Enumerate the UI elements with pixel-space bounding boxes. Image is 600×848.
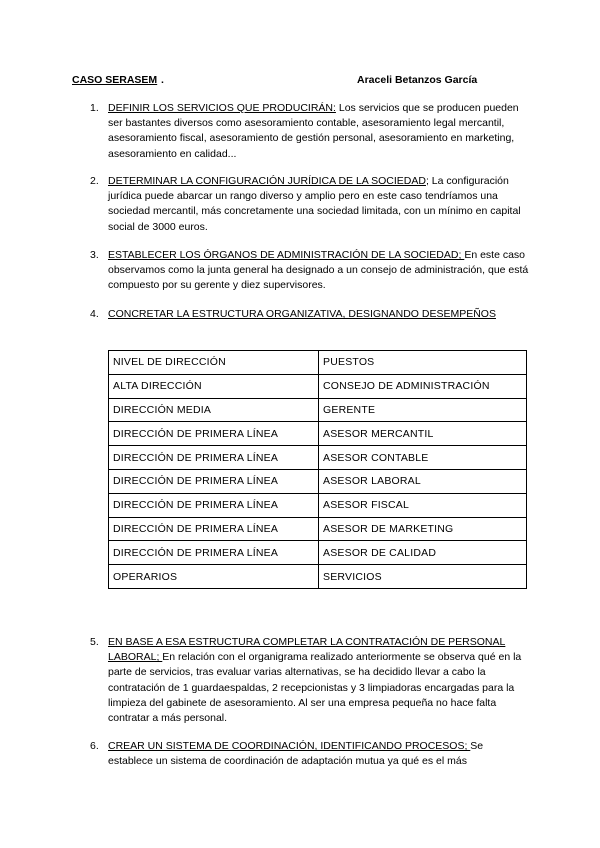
table-cell: PUESTOS [319, 351, 527, 375]
table-row [109, 469, 527, 493]
list-item [90, 101, 530, 162]
list-item-number: 5. [90, 636, 99, 648]
table-row [109, 565, 527, 589]
case-title: CASO SERASEM [72, 74, 158, 86]
list-item-number: 3. [90, 249, 99, 261]
list-item-text: Los servicios que se producen pueden ser bastantes diversos como asesoramiento contable, asesoramiento legal mercantil, asesoramiento fiscal, asesoramiento de gestión personal, asesoramiento en marketing, asesoramiento en calidad... [108, 102, 519, 160]
list-item-number: 2. [90, 175, 99, 187]
table-cell: ASESOR FISCAL [319, 493, 527, 517]
table-row [109, 446, 527, 470]
table-cell: NIVEL DE DIRECCIÓN [109, 351, 319, 375]
list-item-text: ; La configuración jurídica puede abarcar un rango diverso y amplio pero en este caso tendríamos una sociedad mercantil, más concretamente una sociedad limitada, con un mínimo en capital social de 3000 euros. [108, 175, 521, 233]
table-row [109, 422, 527, 446]
table-cell: ASESOR DE CALIDAD [319, 541, 527, 565]
author-name: Araceli Betanzos García [357, 74, 478, 86]
table-cell: SERVICIOS [319, 565, 527, 589]
table-cell: OPERARIOS [109, 565, 319, 589]
table-cell: ASESOR DE MARKETING [319, 517, 527, 541]
list-item [90, 635, 530, 726]
table-cell: ALTA DIRECCIÓN [109, 374, 319, 398]
list-item-text: Se establece un sistema de coordinación de adaptación mutua ya qué es el más [108, 740, 484, 768]
table-cell: ASESOR CONTABLE [319, 446, 527, 470]
list-item-heading: EN BASE A ESA ESTRUCTURA COMPLETAR LA CONTRATACIÓN DE PERSONAL LABORAL; [108, 636, 506, 664]
list-item-number: 6. [90, 740, 99, 752]
table-cell: ASESOR LABORAL [319, 469, 527, 493]
table-row [109, 541, 527, 565]
list-item-number: 1. [90, 102, 99, 114]
table-cell: DIRECCIÓN DE PRIMERA LÍNEA [109, 422, 319, 446]
list-item-heading: ESTABLECER LOS ÓRGANOS DE ADMINISTRACIÓN DE LA SOCIEDAD; [108, 249, 465, 261]
table-cell: GERENTE [319, 398, 527, 422]
list-item-text: En este caso observamos como la junta general ha designado a un consejo de administración, que está compuesto por su gerente y diez supervisores. [108, 249, 529, 292]
case-title-dot: . [161, 74, 164, 86]
list-item [90, 248, 530, 294]
list-item-heading: CREAR UN SISTEMA DE COORDINACIÓN, IDENTIFICANDO PROCESOS; [108, 740, 471, 752]
list-item-heading: DETERMINAR LA CONFIGURACIÓN JURÍDICA DE LA SOCIEDAD [108, 175, 426, 187]
list-item-heading: CONCRETAR LA ESTRUCTURA ORGANIZATIVA, DESIGNANDO DESEMPEÑOS [108, 308, 496, 320]
organization-table [108, 350, 527, 589]
table-cell: ASESOR MERCANTIL [319, 422, 527, 446]
table-row [109, 493, 527, 517]
table-row [109, 374, 527, 398]
table-row [109, 517, 527, 541]
table-cell: CONSEJO DE ADMINISTRACIÓN [319, 374, 527, 398]
table-cell: DIRECCIÓN MEDIA [109, 398, 319, 422]
table-cell: DIRECCIÓN DE PRIMERA LÍNEA [109, 469, 319, 493]
table-cell: DIRECCIÓN DE PRIMERA LÍNEA [109, 517, 319, 541]
list-item [90, 739, 530, 769]
list-item-text: En relación con el organigrama realizado anteriormente se observa qué en la parte de servicios, tras evaluar varias alternativas, se ha decidido llevar a cabo la contratación de 1 guardaespaldas, 2 recepcionistas y 3 limpiadoras encargadas para la limpieza del gabinete de asesoramiento. Al ser una empresa pequeña no hace falta contratar a más personal. [108, 651, 522, 725]
table-cell: DIRECCIÓN DE PRIMERA LÍNEA [109, 541, 319, 565]
table-row [109, 351, 527, 375]
list-item-heading: DEFINIR LOS SERVICIOS QUE PRODUCIRÁN: [108, 102, 336, 114]
table-row [109, 398, 527, 422]
table-cell: DIRECCIÓN DE PRIMERA LÍNEA [109, 493, 319, 517]
list-item [90, 307, 530, 322]
list-item-number: 4. [90, 308, 99, 320]
list-item [90, 174, 530, 235]
table-cell: DIRECCIÓN DE PRIMERA LÍNEA [109, 446, 319, 470]
